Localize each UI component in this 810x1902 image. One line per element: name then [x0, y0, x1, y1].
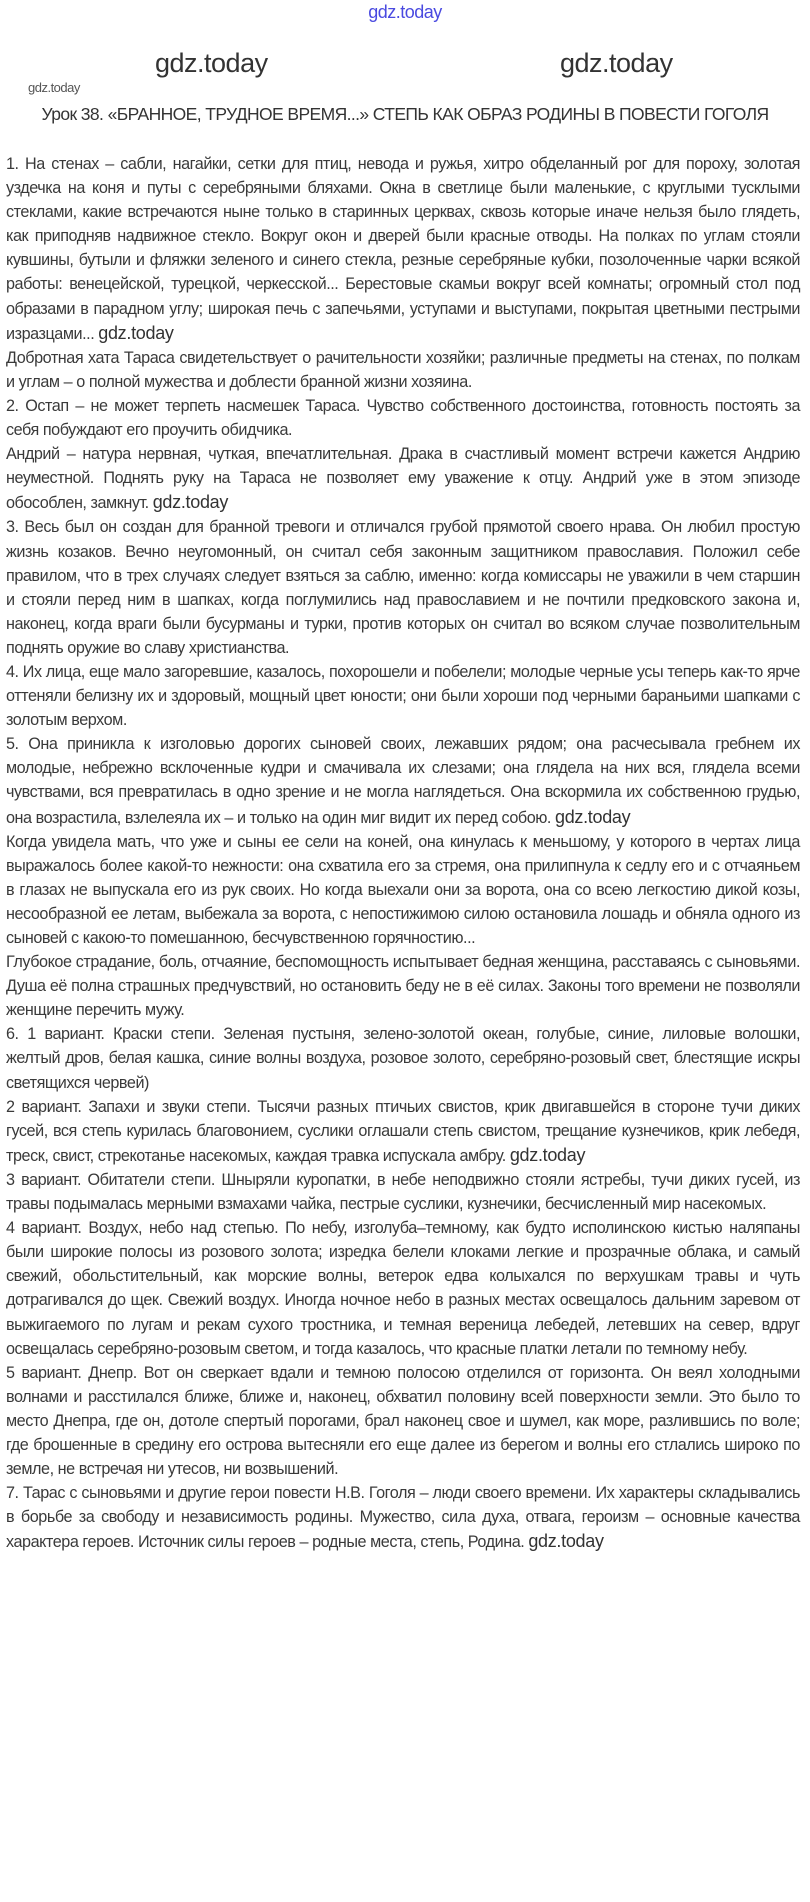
paragraph-text: 2 вариант. Запахи и звуки степи. Тысячи разных птичьих свистов, крик двигавшейся в стороне тучи диких гусей, вся степь курилась благовонием, суслики оглашали степь свистом, трещание кузнечиков, крик лебедя, треск, свист, стрекотанье насекомых, каждая травка испускала амбру. — [6, 1097, 800, 1165]
watermark: gdz.today — [560, 48, 673, 78]
paragraph-6-variant-1: 6. 1 вариант. Краски степи. Зеленая пустыня, зелено-золотой океан, голубые, синие, лиловые волошки, желтый дров, белая кашка, синие волны воздуха, розовое золото, серебряно-розовый свет, блестящие искры светящихся червей) — [6, 1025, 800, 1092]
paragraph-6-variant-5: 5 вариант. Днепр. Вот он сверкает вдали и темною полосою отделился от горизонта. Он веял холодными волнами и расстилался ближе, ближе и, наконец, обхватил половину всей поверхности земли. Это было то место Днепра, где он, дотоле спертый порогами, брал наконец свое и шумел, как море, разлившись по воле; где брошенные в средину его острова вытесняли его еще далее из берегом и волны его стлались широко по земле, не встречая ни утесов, ни возвышений. — [6, 1363, 800, 1479]
paragraph-3: 3. Весь был он создан для бранной тревоги и отличался грубой прямотой своего нрава. Он любил простую жизнь козаков. Вечно неугомонный, он считал себя законным защитником православия. Положил себе правилом, что в трех случаях следует взяться за саблю, именно: когда комиссары не уважили в чем старшин и стояли перед ним в шапках, когда поглумились над православием и не почтили предковского закона и, наконец, когда враги были бусурманы и турки, против которых он считал во всяком случае позволительным поднять оружие во славу христианства. — [6, 518, 800, 657]
paragraph-6-variant-2 — [6, 1095, 800, 1168]
site-watermark-top[interactable]: gdz.today — [368, 2, 442, 22]
paragraph-5-conclusion: Глубокое страдание, боль, отчаяние, беспомощность испытывает бедная женщина, расставаясь с сыновьями. Душа её полна страшных предчувствий, но остановить беду не в её силах. Законы того времени не позволяли женщине перечить мужу. — [6, 953, 800, 1020]
paragraph-text: 1. На стенах – сабли, нагайки, сетки для птиц, невода и ружья, хитро обделанный рог для пороху, золотая уздечка на коня и путы с серебряными бляхами. Окна в светлице были маленькие, с круглыми тусклыми стеклами, какие встречаются ныне только в старинных церквах, сквозь которые иначе нельзя было глядеть, как приподняв надвижное стекло. Вокруг окон и дверей были красные отводы. На полках по углам стояли кувшины, бутыли и фляжки зеленого и синего стекла, резные серебряные кубки, позолоченные чарки всякой работы: венецейской, турецкой, черкесской... Берестовые скамьи вокруг всей комнаты; огромный стол под образами в парадном углу; широкая печь с запечьями, уступами и выступами, покрытая цветными пестрыми изразцами... — [6, 155, 800, 343]
paragraph-4: 4. Их лица, еще мало загоревшие, казалось, похорошели и побелели; молодые черные усы теперь как-то ярче оттеняли белизну их и здоровый, мощный цвет юности; они были хороши под черными бараньими шапками с золотым верхом. — [6, 662, 800, 730]
watermark: gdz.today — [509, 1144, 586, 1165]
watermark: gdz.today — [152, 492, 229, 513]
paragraph-text: 7. Тарас с сыновьями и другие герои повести Н.В. Гоголя – люди своего времени. Их характеры складывались в борьбе за свободу и независимость родины. Мужество, сила духа, отвага, героизм – основные качества характера героев. Источник силы героев – родные места, степь, Родина. — [6, 1484, 800, 1552]
paragraph-7 — [6, 1481, 800, 1554]
answer-text — [6, 152, 800, 1554]
watermark: gdz.today — [155, 48, 268, 78]
paragraph-5-farewell: Когда увидела мать, что уже и сыны ее сели на коней, она кинулась к меньшому, у которого в чертах лица выражалось более какой-то нежности: она схватила его за стремя, она прилипнула к седлу его и с отчаяньем в глазах не выпускала его из рук своих. Но когда выехали они за ворота, она со всею легкостию дикой козы, несообразной ее летам, выбежала за ворота, с непостижимою силою остановила лошадь и обняла одного из сыновей с какою-то помешанною, бесчувственною горячностию... — [6, 832, 800, 947]
watermark: gdz.today — [528, 1531, 604, 1552]
paragraph-5 — [6, 732, 800, 829]
paragraph-text: Андрий – натура нервная, чуткая, впечатлительная. Драка в счастливый момент встречи кажется Андрию неуместной. Поднять руку на Тараса не позволяет ему уважение к отцу. Андрий уже в этом эпизоде обособлен, замкнут. — [6, 445, 800, 513]
paragraph-2-ostap: 2. Остап – не может терпеть насмешек Тараса. Чувство собственного достоинства, готовность постоять за себя побуждают его проучить обидчика. — [6, 396, 800, 440]
paragraph-text: 5. Она приникла к изголовью дорогих сыновей своих, лежавших рядом; она расчесывала гребнем их молодые, небрежно всклоченные кудри и смачивала их слезами; она глядела на них вся, глядела всеми чувствами, вся превратилась в одно зрение и не могла наглядеться. Она вскормила их собственною грудью, она возрастила, взлелеяла их – и только на один миг видит их перед собою. — [6, 735, 800, 827]
paragraph-6-variant-4: 4 вариант. Воздух, небо над степью. По небу, изголуба–темному, как будто исполинскою кистью наляпаны были широкие полосы из розового золота; изредка белели клоками легкие и прозрачные облака, и самый свежий, обольстительный, как морские волны, ветерок едва колыхался по верхушкам травы и чуть дотрагивался до щек. Свежий воздух. Иногда ночное небо в разных местах освещалось дальним заревом от выжигаемого по лугам и рекам сухого тростника, и темная вереница лебедей, летевших на север, вдруг освещалась серебряно-розовым светом, и тогда казалось, что красные платки летали по темному небу. — [6, 1219, 800, 1358]
paragraph-1 — [6, 152, 800, 346]
paragraph-2-andriy — [6, 442, 800, 515]
watermark: gdz.today — [98, 322, 174, 343]
watermark: gdz.today — [554, 806, 631, 827]
lesson-title: Урок 38. «БРАННОЕ, ТРУДНОЕ ВРЕМЯ...» СТЕПЬ КАК ОБРАЗ РОДИНЫ В ПОВЕСТИ ГОГОЛЯ — [41, 104, 769, 124]
watermark: gdz.today — [28, 80, 80, 95]
paragraph-6-variant-3: 3 вариант. Обитатели степи. Шныряли куропатки, в небе неподвижно стояли ястребы, тучи диких гусей, из травы подымалась мерными взмахами чайка, пестрые суслики, кузнечики, бесчисленный мир насекомых. — [6, 1170, 800, 1214]
paragraph-1-conclusion: Добротная хата Тараса свидетельствует о рачительности хозяйки; различные предметы на стенах, по полкам и углам – о полной мужества и доблести бранной жизни хозяина. — [6, 348, 800, 391]
